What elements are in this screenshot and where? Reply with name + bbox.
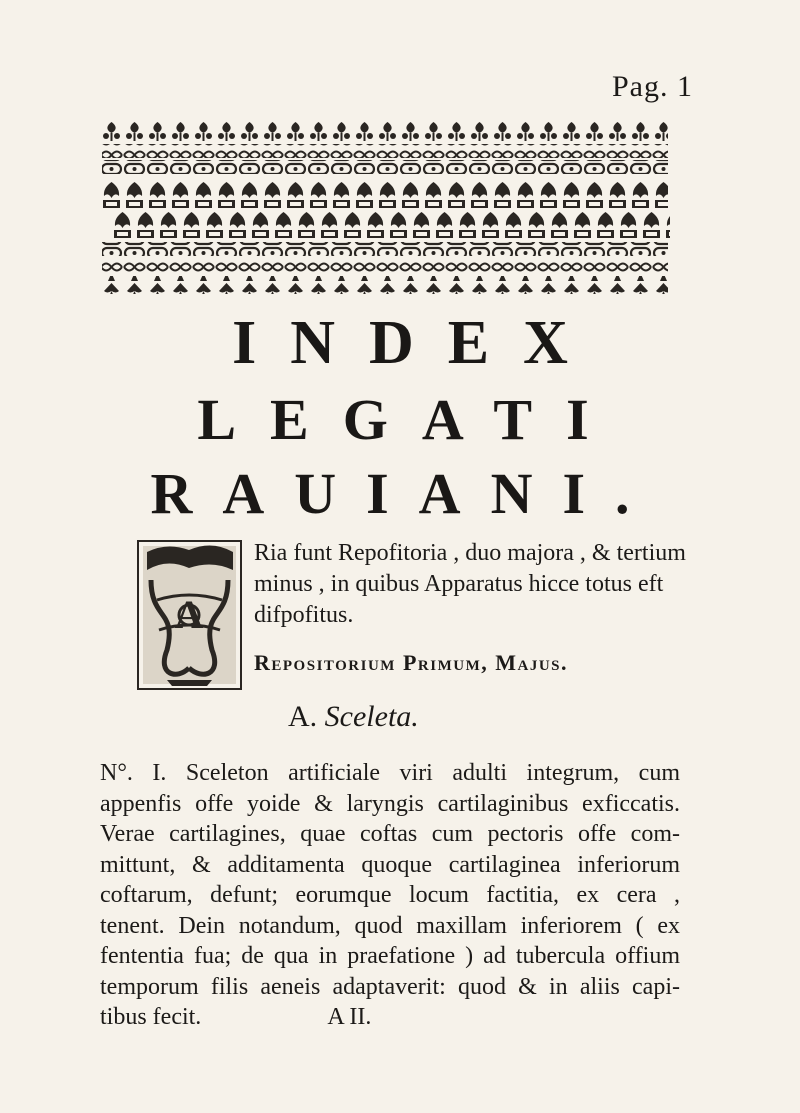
body-line: mittunt, & additamenta quoque cartilaginea inferiorum	[100, 851, 680, 878]
initial-letter: A	[174, 592, 204, 637]
subsection-heading	[288, 700, 419, 734]
body-line: Verae cartilagines, quae coftas cum pectoris offe com-	[100, 821, 680, 847]
body-paragraph	[100, 758, 680, 1033]
body-line-last: tibus fecit.	[100, 1004, 202, 1030]
signature-mark: A	[327, 1004, 344, 1030]
title-index: INDEX	[232, 309, 602, 377]
section-heading: Repositorium Primum, Majus.	[254, 650, 568, 675]
body-line: fententia fua; de qua in praefatione ) ad tubercula offium	[100, 943, 680, 969]
title-rauiani: RAUIANI.	[150, 461, 660, 526]
intro-paragraph: Ria funt Repofitoria , duo majora , & tertium minus , in quibus Apparatus hicce totus eft difpofitus.	[254, 540, 686, 628]
title-legati: LEGATI	[197, 387, 623, 452]
body-line: temporum filis aeneis adaptaverit: quod & in aliis capi-	[100, 973, 680, 1000]
body-line: appenfis offe yoide & laryngis cartilaginibus exficcatis.	[100, 790, 680, 817]
body-line: tenent. Dein notandum, quod maxillam inferiorem ( ex	[100, 912, 680, 939]
decorated-initial	[137, 540, 242, 690]
body-line: N°. I. Sceleton artificiale viri adulti integrum, cum	[100, 760, 680, 786]
last-line	[100, 1002, 680, 1033]
ornamental-headpiece	[100, 120, 670, 302]
body-line: coftarum, defunt; eorumque locum factitia, ex cera ,	[100, 882, 680, 908]
subsection-letter: A.	[288, 700, 318, 733]
page-number: Pag. 1	[612, 70, 693, 103]
catchword: II.	[349, 1004, 372, 1030]
subsection-title: Sceleta.	[324, 700, 419, 733]
